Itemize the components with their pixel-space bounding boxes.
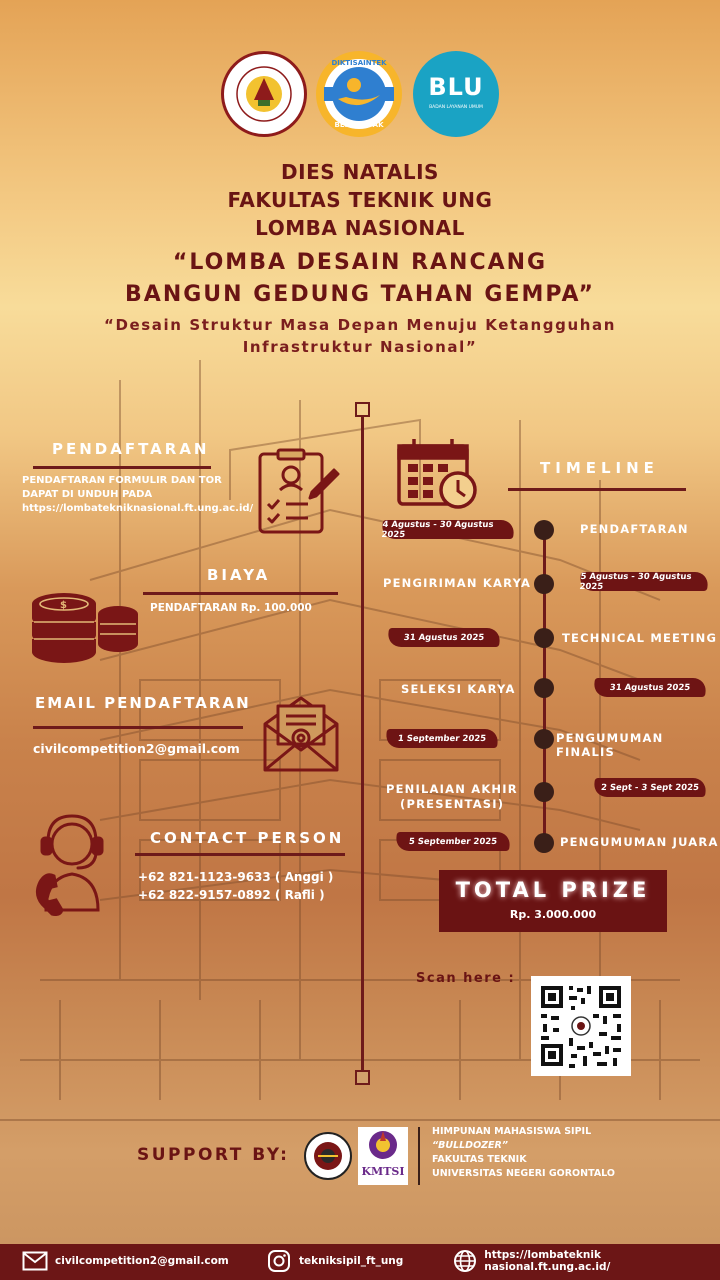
lomba-nasional-title: LOMBA NASIONAL [255,216,465,240]
timeline-dot-pengiriman [534,574,554,594]
support-divider [418,1127,420,1185]
timeline-dot-finalis [534,729,554,749]
contact-phone-1[interactable]: +62 821-1123-9633 ( Anggi ) [138,870,334,884]
total-prize-box [439,870,667,932]
biaya-heading: BIAYA [207,566,271,584]
support-org-2: “BULLDOZER” [432,1140,508,1151]
timeline-dot-seleksi [534,678,554,698]
timeline-label-penilaian: PENILAIAN AKHIR [386,782,518,796]
email-envelope-icon [262,694,340,774]
contact-phone-2[interactable]: +62 822-9157-0892 ( Rafli ) [138,888,325,902]
kmtsi-logo [358,1127,408,1185]
diktisaintek-berdampak-logo [316,51,402,137]
timeline-date-technical: 31 Agustus 2025 [387,628,501,647]
timeline-dot-penilaian [534,782,554,802]
biaya-underline [143,592,338,595]
timeline-underline [508,488,686,491]
divider-cap-top [355,402,370,417]
footer-instagram[interactable] [266,1247,403,1275]
diktisaintek-bottom-text: BERDAMPAK [334,121,384,129]
scan-here-label: Scan here : [416,971,516,986]
center-divider [361,412,364,1074]
globe-icon [452,1248,477,1274]
contact-underline [135,853,345,856]
email-heading: EMAIL PENDAFTARAN [35,694,251,712]
tagline-line-1: “Desain Struktur Masa Depan Menuju Ketangguhan [103,316,616,334]
mail-icon [22,1248,48,1274]
pendaftaran-underline [33,466,211,469]
support-org-4: UNIVERSITAS NEGERI GORONTALO [432,1168,615,1179]
support-by-label: SUPPORT BY: [137,1145,290,1165]
timeline-label-pendaftaran: PENDAFTARAN [580,522,689,536]
diktisaintek-top-text: DIKTISAINTEK [331,59,387,67]
kmtsi-text: KMTSI [361,1165,405,1178]
timeline-label-presentasi: (PRESENTASI) [400,797,505,811]
timeline-heading: TIMELINE [540,459,659,477]
svg-text:$: $ [60,600,67,611]
ung-logo [221,51,307,137]
tagline-line-2: Infrastruktur Nasional” [242,338,478,356]
timeline-label-seleksi: SELEKSI KARYA [401,682,516,696]
divider-cap-bottom [355,1070,370,1085]
blu-logo [413,51,499,137]
timeline-date-pengiriman: 5 Agustus - 30 Agustus 2025 [579,572,709,591]
footer-email-text: civilcompetition2@gmail.com [55,1255,229,1267]
timeline-label-finalis: PENGUMUMAN FINALIS [556,731,664,759]
qr-code[interactable] [531,976,631,1076]
email-underline [33,726,243,729]
timeline-dot-juara [534,833,554,853]
headline-line-1: “LOMBA DESAIN RANCANG [172,250,548,275]
fakultas-title: FAKULTAS TEKNIK UNG [227,188,493,212]
blu-subtitle: BADAN LAYANAN UMUM [429,105,483,110]
timeline-label-technical: TECHNICAL MEETING [562,631,718,645]
blu-title: BLU [428,73,484,101]
coins-icon [30,592,142,664]
pendaftaran-heading: PENDAFTARAN [52,440,210,458]
pendaftaran-text-1: PENDAFTARAN FORMULIR DAN TOR [22,475,222,486]
support-org-1: HIMPUNAN MAHASISWA SIPIL [432,1126,592,1137]
support-org-3: FAKULTAS TEKNIK [432,1154,527,1165]
customer-service-icon [32,812,106,916]
timeline-dot-technical [534,628,554,648]
footer-email[interactable] [22,1247,229,1275]
total-prize-amount: Rp. 3.000.000 [509,908,597,921]
footer-instagram-text: tekniksipil_ft_ung [299,1255,404,1267]
pendaftaran-text-2: DAPAT DI UNDUH PADA [22,489,153,500]
timeline-date-finalis: 1 September 2025 [385,729,499,748]
biaya-text: PENDAFTARAN Rp. 100.000 [150,602,312,614]
timeline-label-juara: PENGUMUMAN JUARA [560,835,719,849]
timeline-label-pengiriman: PENGIRIMAN KARYA [383,576,532,590]
total-prize-title: TOTAL PRIZE [455,878,651,902]
dies-natalis-title: DIES NATALIS [281,160,439,184]
timeline-dot-pendaftaran [534,520,554,540]
calendar-clock-icon [396,436,480,512]
timeline-date-pendaftaran: 4 Agustus - 30 Agustus 2025 [381,520,515,539]
footer-website[interactable] [452,1247,720,1275]
email-address[interactable]: civilcompetition2@gmail.com [33,741,240,756]
registration-form-icon [256,448,340,536]
timeline-date-seleksi: 31 Agustus 2025 [593,678,707,697]
timeline-date-juara: 5 September 2025 [395,832,511,851]
pendaftaran-link[interactable]: https://lombateknik​nasional.ft.ung.ac.id/ [22,503,254,514]
hms-bulldozer-logo [304,1132,352,1180]
timeline-date-penilaian: 2 Sept - 3 Sept 2025 [593,778,707,797]
footer-website-text: https://lombateknik​nasional.ft.ung.ac.id/ [484,1249,611,1273]
headline-line-2: BANGUN GEDUNG TAHAN GEMPA” [125,282,595,307]
instagram-icon [266,1248,292,1274]
contact-heading: CONTACT PERSON [150,829,345,847]
